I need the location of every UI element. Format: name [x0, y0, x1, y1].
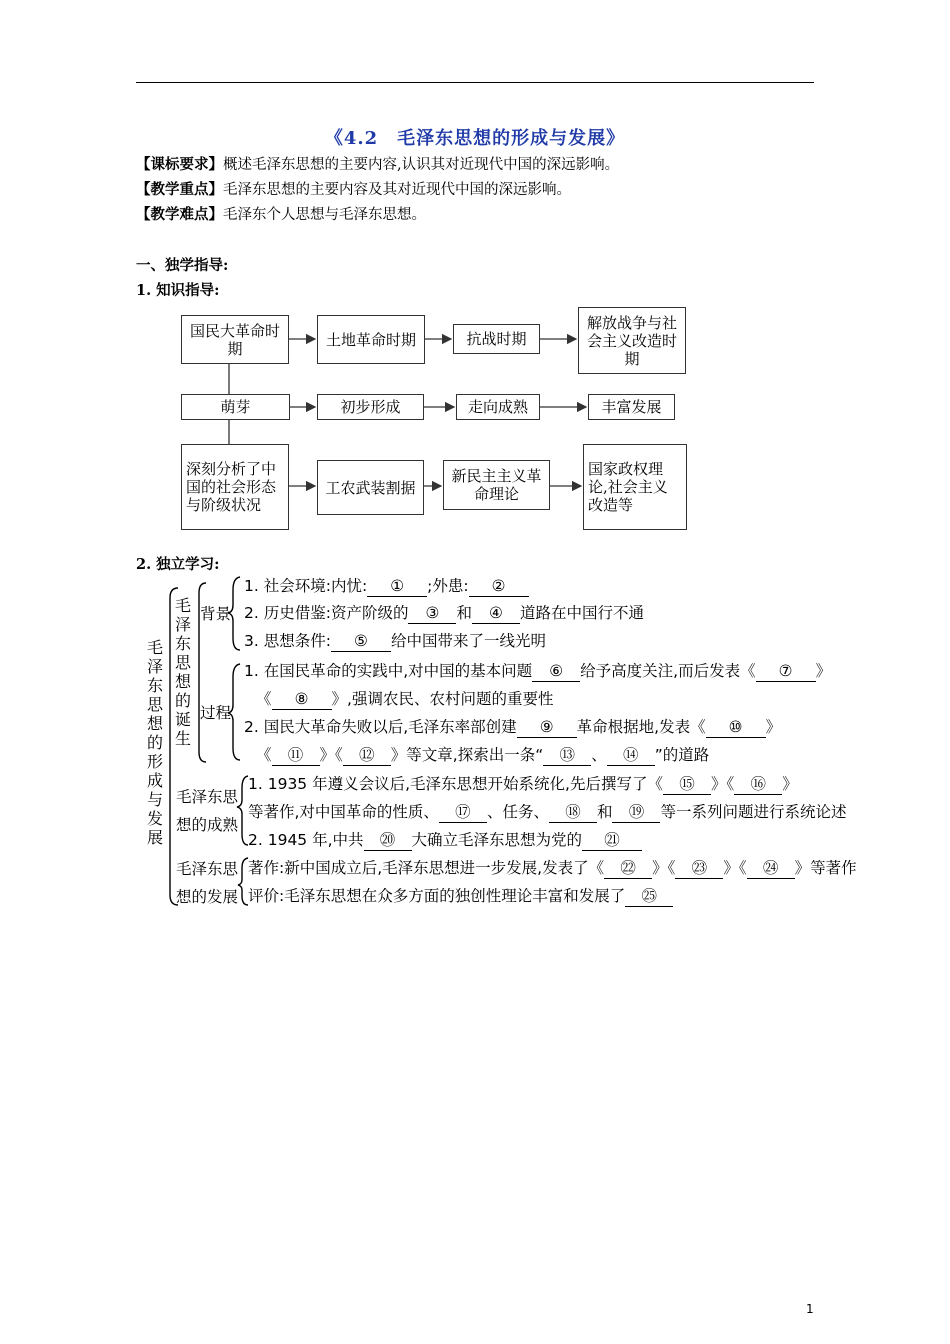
outline-birth-label: 毛泽东思想的诞生 [174, 596, 191, 748]
outline-process-1: 1. 在国民革命的实践中,对中国的基本问题 ⑥ 给予高度关注,而后发表《 ⑦ 》 [244, 662, 832, 680]
flow-box-content-4: 国家政权理论,社会主义改造等 [583, 444, 687, 530]
outline-mature-1: 1. 1935 年遵义会议后,毛泽东思想开始系统化,先后撰写了《 ⑮ 》《 ⑯ 》 [248, 775, 798, 793]
header-rule [136, 82, 814, 83]
outline-mature-3: 2. 1945 年,中共 ⑳ 大确立毛泽东思想为党的 ㉑ [248, 830, 642, 851]
outline-process-2: 《 ⑧ 》,强调农民、农村问题的重要性 [256, 690, 554, 708]
flow-box-stage-3: 走向成熟 [456, 394, 540, 420]
page-number: 1 [806, 1302, 814, 1316]
subsection-study: 2. 独立学习: [136, 556, 220, 573]
requirement-focus: 【教学重点】毛泽东思想的主要内容及其对近现代中国的深远影响。 [136, 181, 571, 198]
outline-develop-label-1: 毛泽东思 [176, 860, 239, 878]
flow-box-stage-2: 初步形成 [317, 394, 424, 420]
outline-background-3: 3. 思想条件: ⑤ 给中国带来了一线光明 [244, 632, 546, 650]
subsection-knowledge: 1. 知识指导: [136, 282, 220, 299]
requirement-difficulty: 【教学难点】毛泽东个人思想与毛泽东思想。 [136, 206, 426, 223]
outline-process-3: 2. 国民大革命失败以后,毛泽东率部创建 ⑨ 革命根据地,发表《 ⑩ 》 [244, 718, 782, 736]
outline-mature-label-1: 毛泽东思 [176, 788, 239, 806]
outline-background-1: 1. 社会环境:内忧: ① ;外患: ② [244, 576, 529, 597]
flow-box-content-2: 工农武装割据 [317, 460, 424, 515]
outline-mature-label-2: 想的成熟 [176, 816, 239, 834]
flow-box-content-3: 新民主主义革命理论 [443, 460, 550, 510]
outline-background-2: 2. 历史借鉴:资产阶级的 ③ 和 ④ 道路在中国行不通 [244, 604, 644, 622]
outline-process-label: 过程 [200, 704, 232, 722]
flow-box-period-3: 抗战时期 [453, 324, 540, 354]
outline-main-label: 毛泽东思想的形成与发展 [146, 638, 163, 847]
outline-develop-1: 著作:新中国成立后,毛泽东思想进一步发展,发表了《 ㉒ 》《 ㉓ 》《 ㉔ 》等著作 [248, 859, 857, 877]
flow-box-stage-4: 丰富发展 [588, 394, 675, 420]
requirement-standard: 【课标要求】概述毛泽东思想的主要内容,认识其对近现代中国的深远影响。 [136, 156, 620, 173]
flow-box-stage-1: 萌芽 [181, 394, 290, 420]
outline-process-4: 《 ⑪ 》《 ⑫ 》等文章,探索出一条“ ⑬ 、 ⑭ ”的道路 [256, 746, 710, 764]
outline-develop-2: 评价:毛泽东思想在众多方面的独创性理论丰富和发展了 ㉕ [248, 886, 673, 907]
outline-mature-2: 等著作,对中国革命的性质、 ⑰ 、任务、 ⑱ 和 ⑲ 等一系列问题进行系统论述 [248, 803, 847, 821]
outline-background-label: 背景 [200, 605, 232, 623]
flow-box-period-4: 解放战争与社会主义改造时期 [578, 307, 686, 374]
outline-develop-label-2: 想的发展 [176, 888, 239, 906]
flow-box-content-1: 深刻分析了中国的社会形态与阶级状况 [181, 444, 289, 530]
page-title: 《4.2 毛泽东思想的形成与发展》 [324, 128, 626, 149]
flow-box-period-1: 国民大革命时期 [181, 315, 289, 364]
section-heading: 一、独学指导: [136, 257, 229, 274]
flow-box-period-2: 土地革命时期 [317, 315, 425, 364]
